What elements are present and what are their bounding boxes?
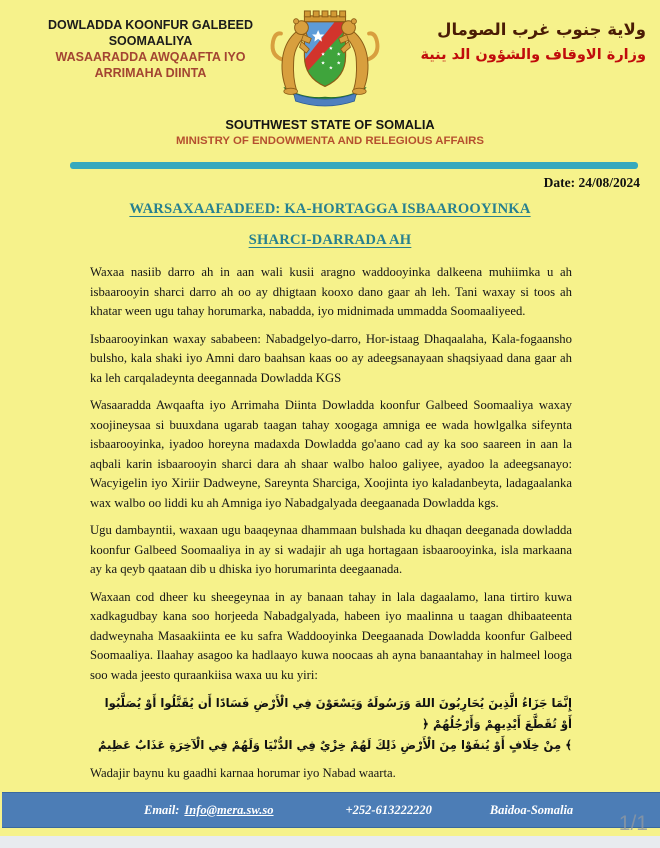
body-paragraph-2: Isbaarooyinkan waxay sababeen: Nabadgelyo-darro, Hor-istaag Dhaqaalaha, Kala-fogaansho bulsho, kala shaki iyo Amni daro baahsan kaas oo ay adeegsanayaan shaqsiyaad dana gaar ah ka leh carqaladeynta deegannada Dowladda KGS: [90, 330, 572, 389]
footer-email-label: Email:: [144, 803, 179, 817]
quran-verse-line1: إِنَّمَا جَزَاءُ الَّذِينَ يُحَارِبُونَ اللهَ وَرَسُولَهُ وَيَسْعَوْنَ فِي الْأَرْضِ فَسَادًا أَن يُقَتَّلُوا أَوْ يُصَلَّبُوا أَوْ تُقَطَّعَ أَيْدِيهِمْ وَأَرْجُلُهُمْ ﴿: [90, 693, 572, 735]
crown-icon: [304, 11, 345, 23]
document-body: [90, 263, 572, 817]
ministry-name-english: MINISTRY OF ENDOWMENTA AND RELEGIOUS AFFAIRS: [0, 133, 660, 149]
letterhead-english-block: [0, 116, 660, 149]
body-paragraph-5: Waxaan cod dheer ku sheegeynaa in ay banaan tahay in lala dagaalamo, lana tirtiro kuwa xadkagudbay kana soo horjeeda Nabadgalyada, habeen iyo maalinna u taagan dhibaateenta dadweynaha Masaakiinta ee ku safra Waddooyinka Deegaanada Dowladda koonfur Galbeed Soomaaliya. Ilaahay asagoo ka hadlaayo kuwa noocaas ah ayna banaantahay in halmeel looga soo wada jeesto quraankiisa waxa uu ku yiri:: [90, 588, 572, 686]
footer-email: [144, 803, 274, 818]
letterhead-arabic-block: [385, 9, 660, 112]
press-release-title-line2: SHARCI-DARRADA AH: [0, 232, 660, 249]
state-name-somali-line1: DOWLADDA KOONFUR GALBEED: [36, 17, 265, 33]
footer-phone: +252-613222220: [346, 803, 432, 818]
document-date: Date: 24/08/2024: [0, 175, 660, 191]
footer-location: Baidoa-Somalia: [490, 803, 573, 818]
footer-email-link[interactable]: Info@mera.sw.so: [184, 803, 273, 817]
coat-of-arms-icon: [265, 9, 385, 112]
quran-verse: [90, 693, 572, 756]
shield-icon: [304, 22, 345, 87]
letterhead: [0, 0, 660, 112]
state-name-somali-line2: SOOMAALIYA: [36, 33, 265, 49]
ministry-name-somali-line1: WASAARADDA AWQAAFTA IYO: [36, 49, 265, 65]
state-name-arabic: ولاية جنوب غرب الصومال: [385, 17, 646, 43]
closing-statement: Wadajir baynu ku gaadhi karnaa horumar iyo Nabad waarta.: [90, 764, 572, 784]
quran-verse-line2: ﴾ مِنْ خِلَافٍ أَوْ يُنفَوْا مِنَ الْأَرْضِ ذَلِكَ لَهُمْ خِزْيٌ فِي الدُّنْيَا وَلَهُمْ فِي الْآخِرَةِ عَذَابٌ عَظِيمٌ: [90, 735, 572, 756]
body-paragraph-3: Wasaaradda Awqaafta iyo Arrimaha Diinta Dowladda koonfur Galbeed Soomaaliya waxay xoojineysaa si buuxdana ugarab taagan tahay xoogaga amniga ee wada howlgalka sifeynta isbaarooyinka, iyadoo horeyna madaxda Dowladda go'aano cad ay ka soo saareen in aan la aqbali karin isbaarooyin sharci dara ah shaar walbo haloo galiyee, ayadoo la adeegsanayo: Wacyigelin iyo Xiriir Dadweyne, Sareynta Sharciga, Xoojinta iyo kaladanbeyta, ladagaalanka wax walbo oo liddi ku ah Amniga iyo Nabadgalyada deegaanada Dowladda kgs.: [90, 396, 572, 513]
ministry-name-somali-line2: ARRIMAHA DIINTA: [36, 65, 265, 81]
body-paragraph-1: Waxaa nasiib darro ah in aan wali kusii aragno waddooyinka dalkeena muhiimka u ah isbaarooyin sharci darro ah oo ay dhigtaan kooxo dano gaar ah leh. Tani waxay si toos ah khatar ween ugu tahay horumarka, nabadda, iyo midnimada ummadda Soomaaliyeed.: [90, 263, 572, 322]
press-release-title-line1: WARSAXAAFADEED: KA-HORTAGGA ISBAAROOYINKA: [0, 201, 660, 218]
header-divider: [70, 162, 638, 169]
viewer-background-strip: [0, 842, 660, 848]
footer-bar: [2, 792, 660, 828]
state-name-english: SOUTHWEST STATE OF SOMALIA: [0, 116, 660, 133]
page-counter: 1/1: [619, 812, 648, 836]
ministry-name-arabic: وزارة الاوقاف والشؤون الد ينية: [385, 43, 646, 67]
body-paragraph-4: Ugu dambayntii, waxaan ugu baaqeynaa dhammaan bulshada ku dhaqan deeganada dowladda koonfur Galbeed Soomaaliya in ay si wadajir ah uga hortagaan isbaarooyinka, isla markaana ay ka qeyb qaataan dib u dhiska iyo horumarinta deegaanada.: [90, 521, 572, 580]
letterhead-somali-block: [0, 9, 265, 112]
